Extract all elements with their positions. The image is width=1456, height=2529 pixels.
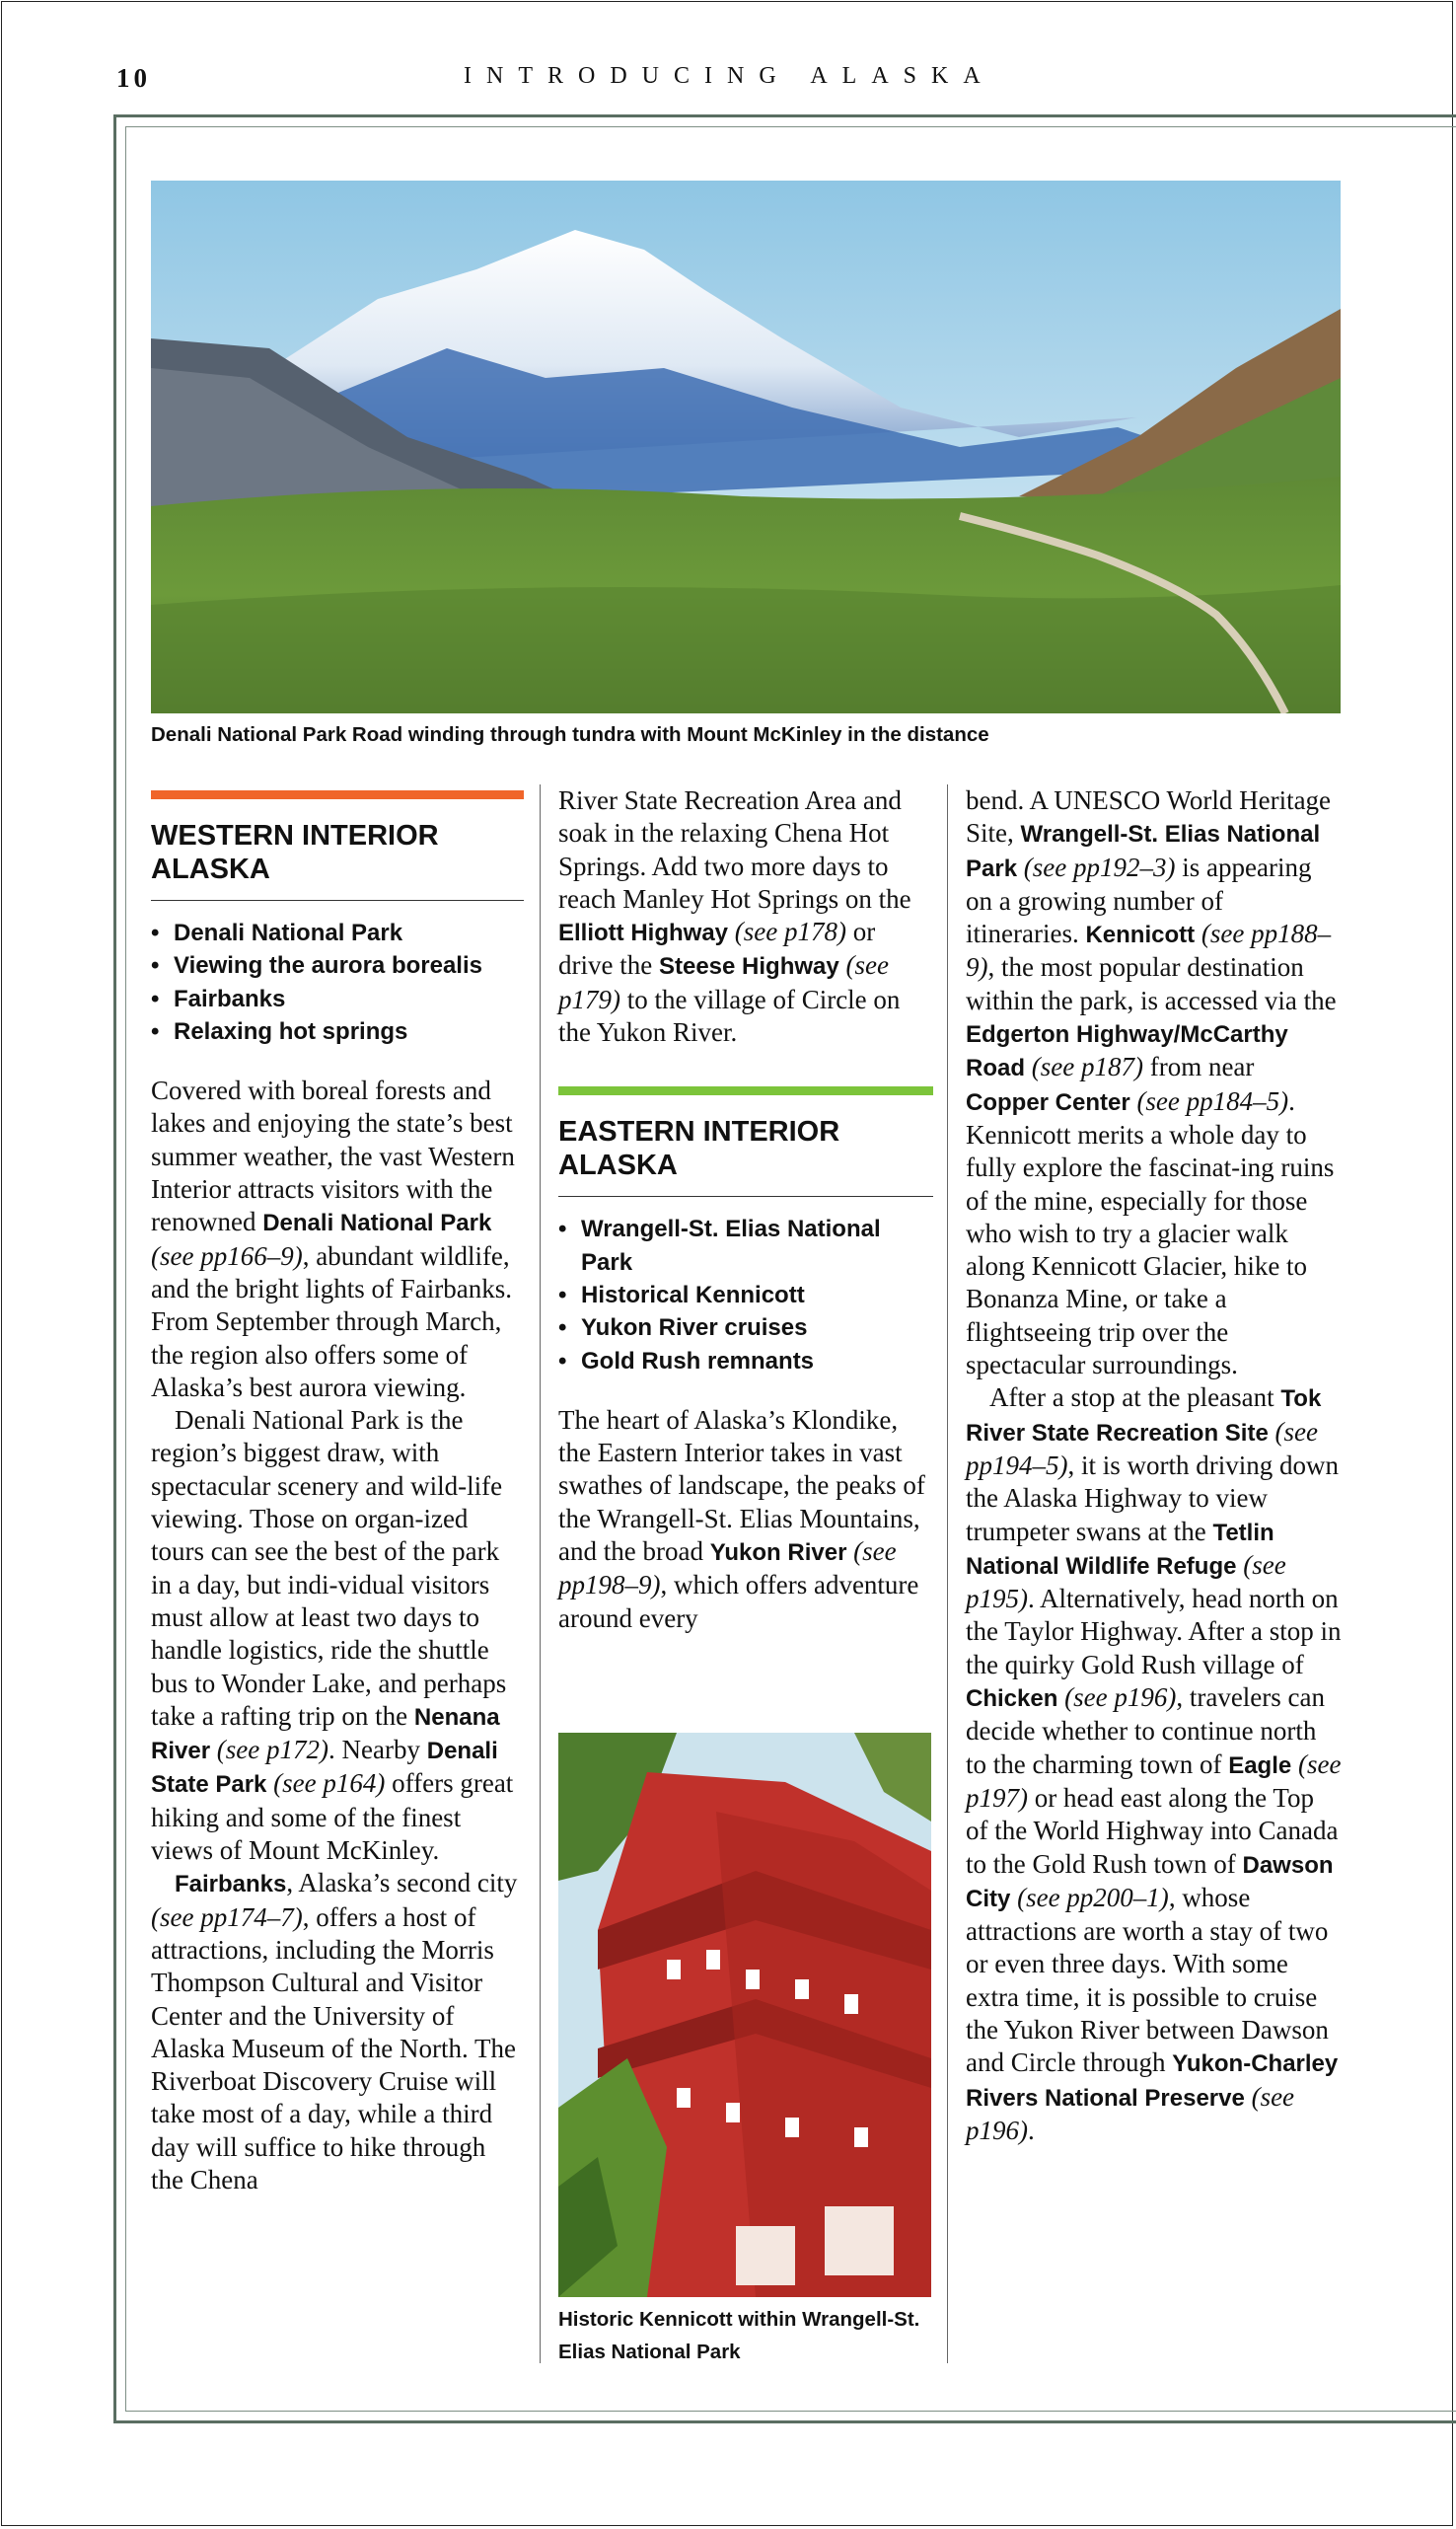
western-paragraph-2: Denali National Park is the region’s biggest draw, with spectacular scenery and wild-life viewing. Those on organ-ized tours can see the best of the park in a day, but indi-vidual visitors must allow at least two days to handle logistics, ride the shuttle bus to Wonder Lake, and perhaps take a rafting trip on the Nenana River (see p172). Nearby Denali State Park (see p164) offers great hiking and some of the finest views of Mount McKinley. bbox=[151, 1405, 514, 1866]
column-right bbox=[966, 784, 1343, 2147]
running-head: INTRODUCING ALASKA bbox=[464, 63, 995, 89]
western-accent-rule bbox=[151, 790, 524, 799]
eastern-paragraph-1-continued: bend. A UNESCO World Heritage Site, Wrangell-St. Elias National Park (see pp192–3) is appearing on a growing number of itineraries. Kennicott (see pp188–9), the most popular destination within the park, is accessed via the Edgerton Highway/McCarthy Road (see p187) from near Copper Center (see pp184–5). Kennicott merits a whole day to fully explore the fascinat-ing ruins of the mine, especially for those who wish to try a glacier walk along Kennicott Glacier, hike to Bonanza Mine, or take a flightseeing trip over the spectacular surroundings. bbox=[966, 785, 1337, 1380]
eastern-paragraph-1: The heart of Alaska’s Klondike, the Eastern Interior takes in vast swathes of landscape, the peaks of the Wrangell-St. Elias Mountains, and the broad Yukon River (see pp198–9), which offers adventure around every bbox=[558, 1404, 925, 1633]
western-title-rule bbox=[151, 900, 524, 901]
eastern-paragraph-2: After a stop at the pleasant Tok River State Recreation Site (see pp194–5), it is worth driving down the Alaska Highway to view trumpeter swans at the Tetlin National Wildlife Refuge (see p195). Alternatively, head north on the Taylor Highway. After a stop in the quirky Gold Rush village of Chicken (see p196), travelers can decide whether to continue north to the charming town of Eagle (see p197) or head east along the Top of the World Highway into Canada to the Gold Rush town of Dawson City (see pp200–1), whose attractions are worth a stay of two or even three days. With some extra time, it is possible to cruise the Yukon River between Dawson and Circle through Yukon-Charley Rivers National Preserve (see p196). bbox=[966, 1382, 1342, 2145]
highlight-item: • Relaxing hot springs bbox=[151, 1015, 524, 1048]
column-divider bbox=[947, 784, 948, 2363]
page-number: 10 bbox=[116, 63, 151, 93]
kennicott-photo bbox=[558, 1733, 931, 2297]
highlight-item: • Yukon River cruises bbox=[558, 1311, 933, 1344]
western-highlights bbox=[151, 917, 524, 1048]
western-paragraph-3: Fairbanks, Alaska’s second city (see pp174–7), offers a host of attractions, including the Morris Thompson Cultural and Visitor Center and the University of Alaska Museum of the North. The Riverboat Discovery Cruise will take most of a day, while a third day will suffice to hike through the Chena bbox=[151, 1868, 518, 2194]
highlight-item: • Fairbanks bbox=[151, 983, 524, 1015]
eastern-accent-rule bbox=[558, 1086, 933, 1095]
column-middle bbox=[558, 784, 933, 1635]
highlight-item: • Denali National Park bbox=[151, 917, 524, 949]
eastern-highlights bbox=[558, 1213, 933, 1376]
western-paragraph-3-continued: River State Recreation Area and soak in the relaxing Chena Hot Springs. Add two more days to reach Manley Hot Springs on the Elliott Highway (see p178) or drive the Steese Highway (see p179) to the village of Circle on the Yukon River. bbox=[558, 785, 911, 1048]
eastern-section-title: EASTERN INTERIOR ALASKA bbox=[558, 1116, 840, 1182]
kennicott-photo-caption: Historic Kennicott within Wrangell-St. Elias National Park bbox=[558, 2308, 920, 2363]
highlight-item: • Historical Kennicott bbox=[558, 1279, 933, 1311]
highlight-item: • Gold Rush remnants bbox=[558, 1345, 933, 1377]
eastern-title-rule bbox=[558, 1196, 933, 1197]
denali-photo-caption: Denali National Park Road winding through tundra with Mount McKinley in the distance bbox=[151, 723, 989, 746]
highlight-item: • Wrangell-St. Elias National Park bbox=[558, 1213, 933, 1279]
denali-photo bbox=[151, 181, 1341, 713]
column-divider bbox=[540, 784, 541, 2363]
highlight-item: • Viewing the aurora borealis bbox=[151, 949, 524, 982]
western-section-title: WESTERN INTERIOR ALASKA bbox=[151, 820, 439, 885]
column-western bbox=[151, 784, 524, 2196]
western-paragraph-1: Covered with boreal forests and lakes and enjoying the state’s best summer weather, the vast Western Interior attracts visitors with the renowned Denali National Park (see pp166–9), abundant wildlife, and the bright lights of Fairbanks. From September through March, the region also offers some of Alaska’s best aurora viewing. bbox=[151, 1076, 515, 1402]
